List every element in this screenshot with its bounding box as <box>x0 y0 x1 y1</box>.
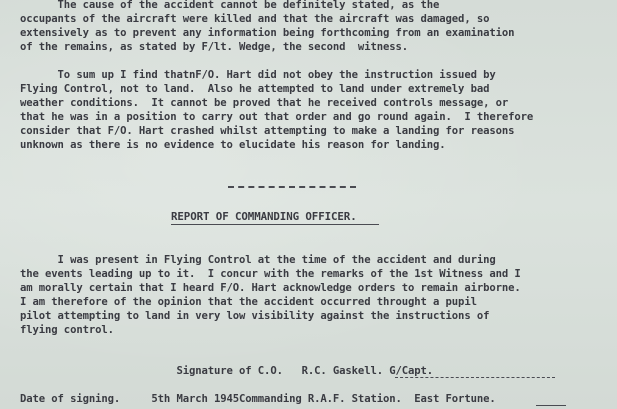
paragraph-3-line-1: I was present in Flying Control at the time of the accident and during <box>20 254 496 266</box>
paragraph-2-line-5: consider that F/O. Hart crashed whilst attempting to make a landing for reasons <box>20 125 515 137</box>
signature-underline <box>395 377 555 378</box>
paragraph-2-line-6: unknown as there is no evidence to elucidate his reason for landing. <box>20 139 446 151</box>
paragraph-3-line-2: the events leading up to it. I concur with the remarks of the 1st Witness and I <box>20 268 521 280</box>
heading-underline <box>171 224 379 225</box>
paragraph-2-line-4: that he was in a position to carry out that order and go round again. I therefore <box>20 111 534 123</box>
paragraph-2-line-2: Flying Control, not to land. Also he attempted to land under extremely bad <box>20 83 490 95</box>
paragraph-3-line-4: I am therefore of the opinion that the accident occurred throught a pupil <box>20 296 477 308</box>
date-line: Date of signing. 5th March 1945Commanding R.A.F. Station. East Fortune. <box>20 393 496 405</box>
paragraph-2-line-1: To sum up I find thatnF/O. Hart did not obey the instruction issued by <box>20 69 496 81</box>
paragraph-3-line-6: flying control. <box>20 324 114 336</box>
paragraph-1-line-3: extensively as to prevent any information being forthcoming from an examination <box>20 27 515 39</box>
paragraph-1-line-2: occupants of the aircraft were killed and that the aircraft was damaged, so <box>20 13 490 25</box>
section-heading: REPORT OF COMMANDING OFFICER. <box>171 210 357 223</box>
signature-line: Signature of C.O. R.C. Gaskell. G/Capt. <box>20 365 434 377</box>
paragraph-3-line-5: pilot attempting to land in very low visibility against the instructions of <box>20 310 490 322</box>
paragraph-1-line-4: of the remains, as stated by F/lt. Wedge, the second witness. <box>20 41 408 53</box>
section-divider <box>228 186 356 188</box>
paragraph-3-line-3: am morally certain that I heard F/O. Hart acknowledge orders to remain airborne. <box>20 282 521 294</box>
paragraph-2-line-3: weather conditions. It cannot be proved that he received controls message, or <box>20 97 509 109</box>
date-underline <box>536 405 566 406</box>
paragraph-1-line-1: The cause of the accident cannot be definitely stated, as the <box>20 0 440 11</box>
